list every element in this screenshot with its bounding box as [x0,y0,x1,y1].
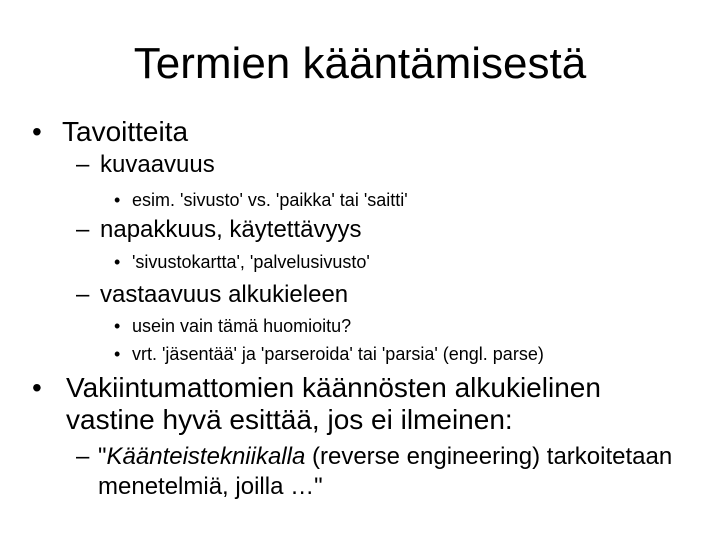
subbullet-text: napakkuus, käytettävyys [100,216,362,243]
subbullet-text: kuvaavuus [100,151,215,178]
subsubbullet-example-2 [114,250,370,274]
subsubbullet-example-4 [114,342,544,366]
subsubbullet-text: esim. 'sivusto' vs. 'paikka' tai 'saitti' [132,190,408,210]
quote-text [76,442,696,502]
quote-open: " [98,443,107,470]
dot-marker: • [114,252,121,272]
subbullet-text: vastaavuus alkukieleen [100,281,349,308]
dot-marker: • [114,344,121,364]
subbullet-napakkuus [76,215,361,245]
subbullet-vastaavuus [76,280,348,310]
dash-marker: – [76,216,90,243]
bullet-text: Tavoitteita [62,116,189,147]
dash-marker: – [76,443,90,470]
dot-marker: • [114,190,121,210]
subbullet-quote [76,442,696,502]
bullet-vakiintumattomien [32,372,672,436]
subsubbullet-example-3 [114,314,351,338]
slide-title: Termien kääntämisestä [133,39,587,88]
subsubbullet-example-1 [114,188,408,212]
subsubbullet-text: 'sivustokartta', 'palvelusivusto' [132,252,370,272]
bullet-marker: • [32,116,42,147]
dash-marker: – [76,281,90,308]
subsubbullet-text: vrt. 'jäsentää' ja 'parseroida' tai 'parsia' (engl. parse) [132,344,544,364]
bullet-tavoitteita [32,114,188,150]
quote-italic-term: Käänteistekniikalla [106,443,306,470]
dot-marker: • [114,316,121,336]
subsubbullet-text: usein vain tämä huomioitu? [132,316,352,336]
subbullet-kuvaavuus [76,150,215,180]
dash-marker: – [76,151,90,178]
bullet-marker: • [32,372,42,403]
quote-rest: (reverse engineering) tarkoitetaan menetelmiä, joilla …" [98,443,673,500]
bullet-text: Vakiintumattomien käännösten alkukielinen vastine hyvä esittää, jos ei ilmeinen: [66,372,601,435]
